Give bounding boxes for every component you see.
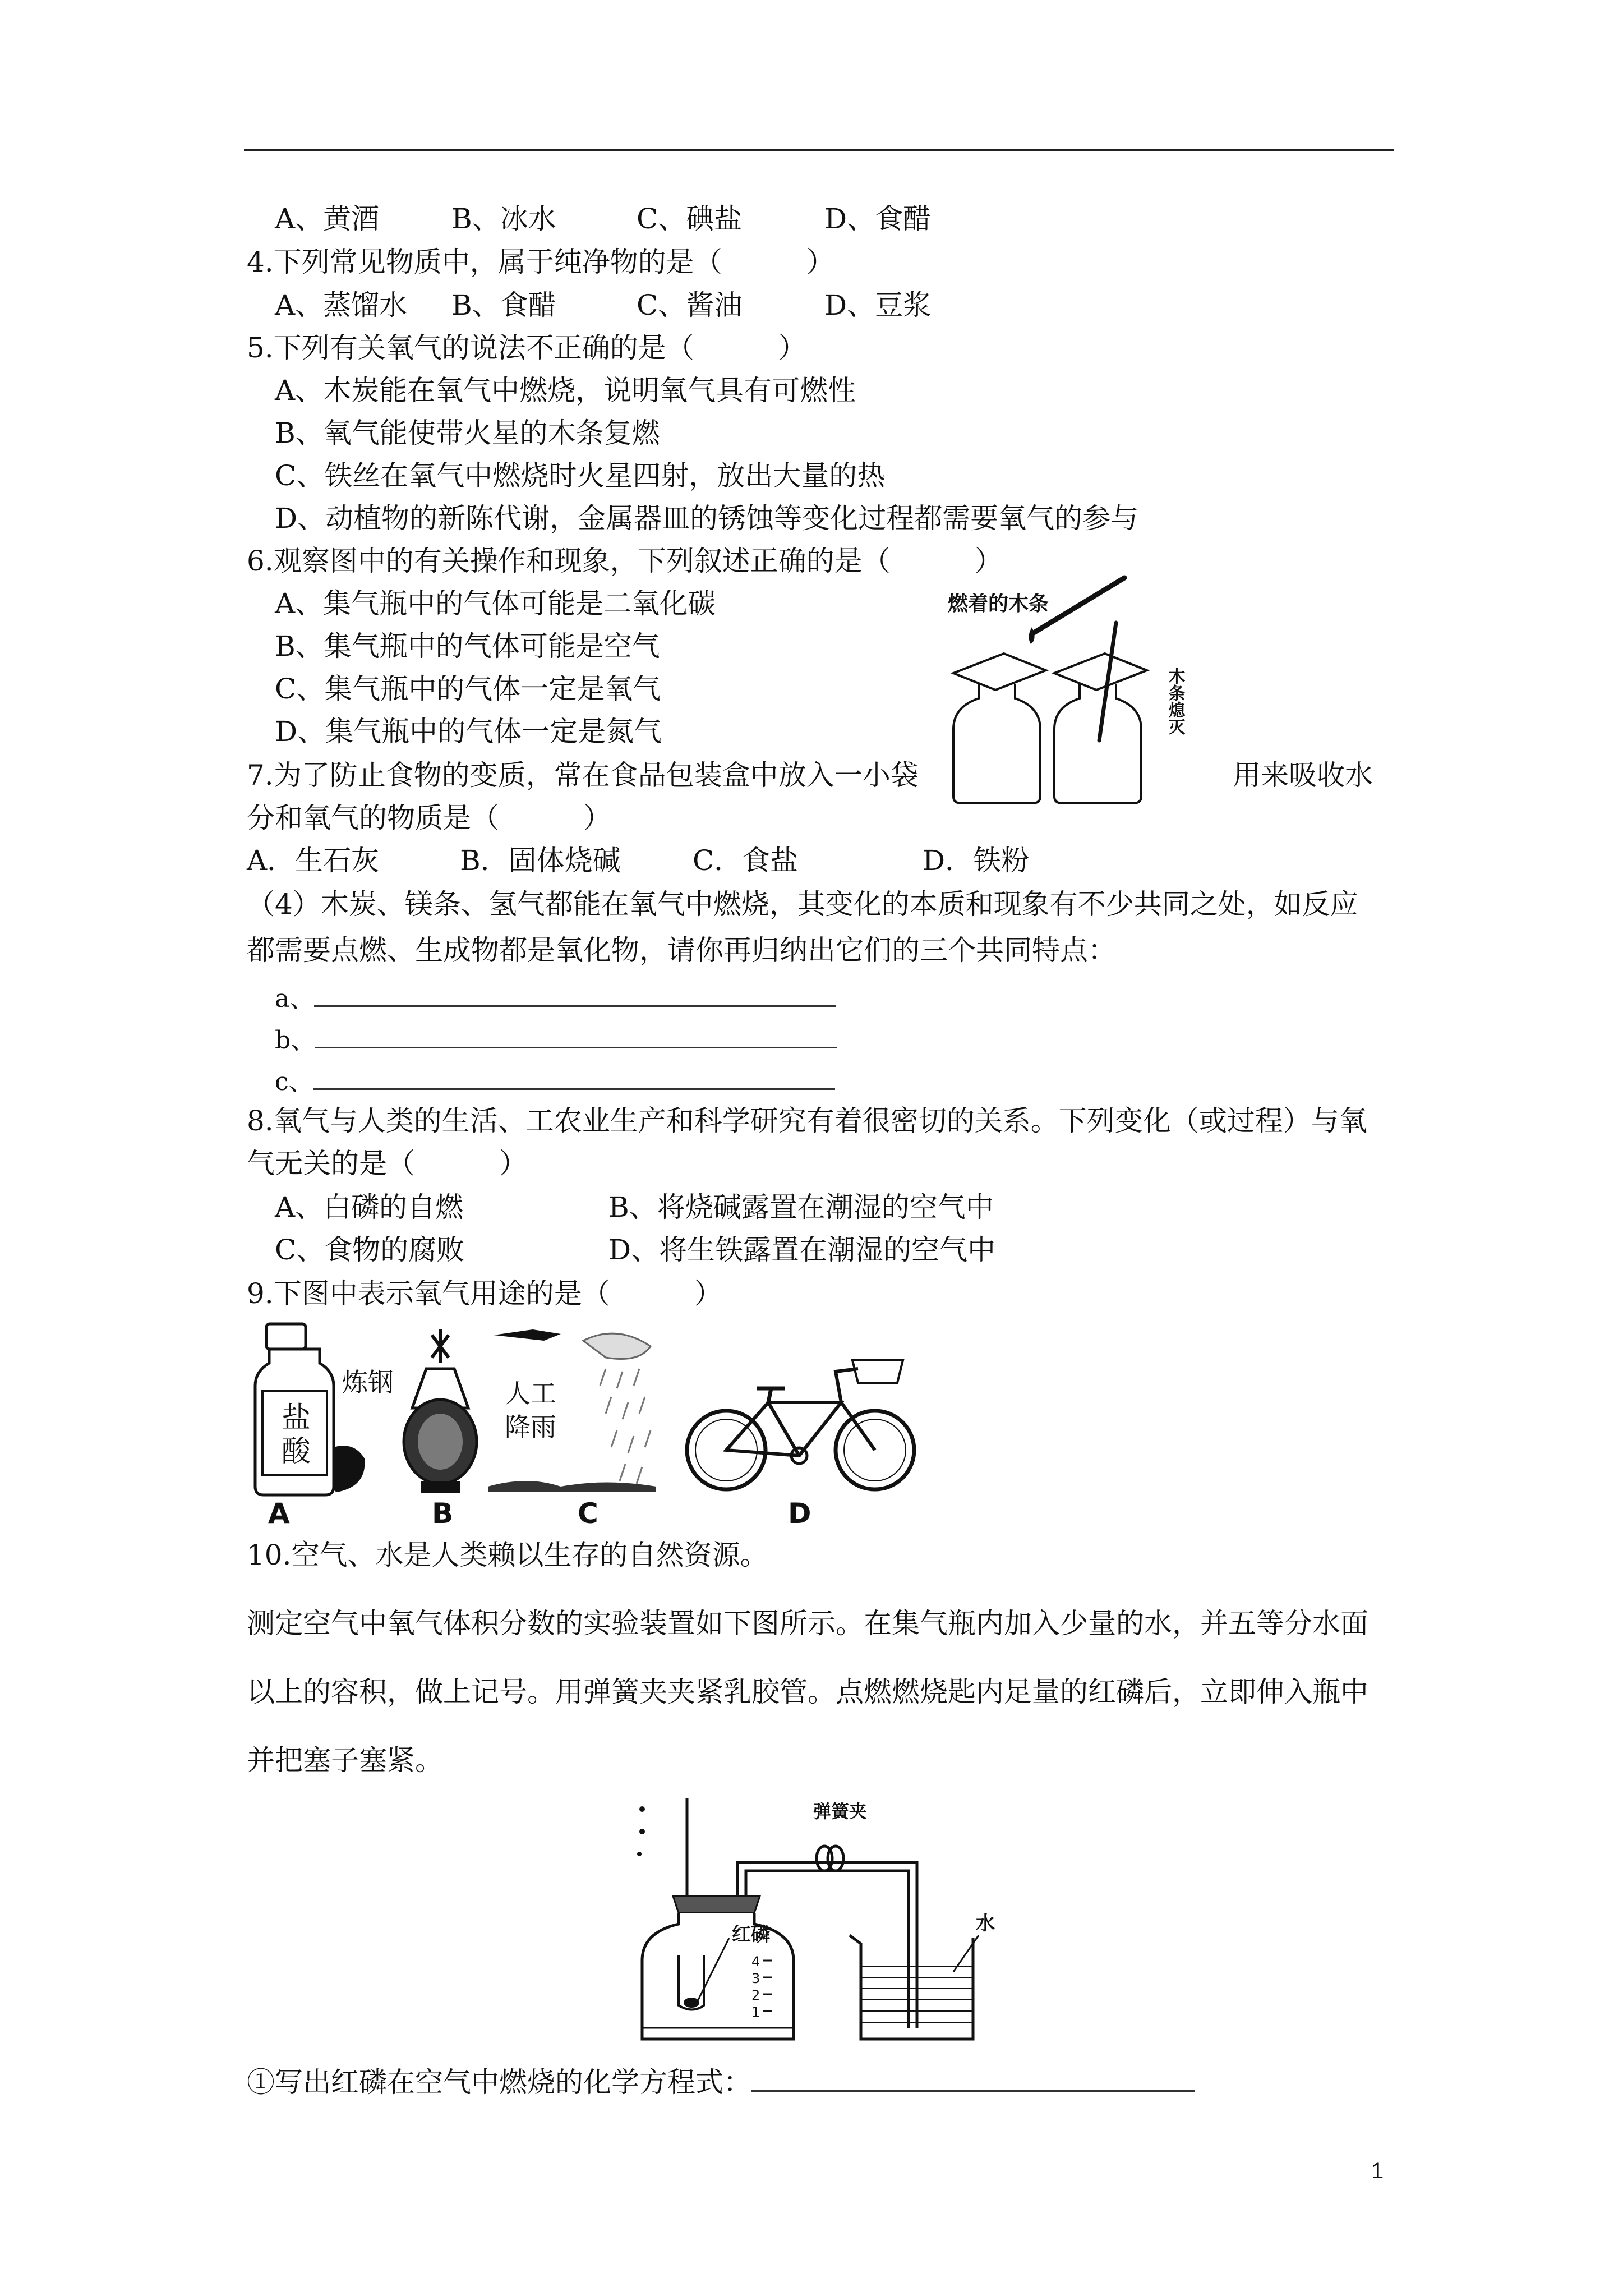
q10-para-line3: 并把塞子塞紧。 [247, 1744, 443, 1777]
q10-stem: 10.空气、水是人类赖以生存的自然资源。 [247, 1539, 768, 1571]
part4-line1: （4）木炭、镁条、氢气都能在氧气中燃烧，其变化的本质和现象有不少共同之处，如反应 [247, 888, 1358, 921]
option: B、食醋 [451, 289, 556, 321]
part4-blank-b: b、 [275, 1021, 837, 1057]
option: A、黄酒 [275, 203, 380, 235]
gas-jar-figure [948, 572, 1195, 808]
header-rule [244, 149, 1394, 151]
svg-text:2: 2 [751, 1987, 760, 2003]
svg-text:A: A [268, 1497, 290, 1526]
svg-text:3: 3 [751, 1971, 760, 1986]
svg-text:盐: 盐 [282, 1401, 311, 1435]
svg-text:4: 4 [751, 1954, 760, 1970]
equation-answer-blank[interactable] [751, 2064, 1195, 2092]
artificial-rain-scene [488, 1329, 656, 1526]
q5-option-c: C、铁丝在氧气中燃烧时火星四射，放出大量的热 [275, 459, 886, 492]
q7-stem-left: 7.为了防止食物的变质，常在食品包装盒中放入一小袋 [247, 759, 919, 792]
q8-stem-line2: 气无关的是（ ） [247, 1147, 527, 1180]
q10-para-line2: 以上的容积，做上记号。用弹簧夹夹紧乳胶管。点燃燃烧匙内足量的红磷后，立即伸入瓶中 [247, 1676, 1368, 1708]
answer-blank[interactable] [313, 1062, 835, 1090]
option: B、冰水 [451, 203, 556, 235]
q6-stem: 6.观察图中的有关操作和现象，下列叙述正确的是（ ） [247, 545, 1003, 577]
q6-option-a: A、集气瓶中的气体可能是二氧化碳 [275, 587, 716, 620]
svg-text:D: D [788, 1497, 811, 1526]
svg-text:降雨: 降雨 [505, 1412, 556, 1442]
svg-text:1: 1 [751, 2004, 760, 2020]
option: D、将生铁露置在潮湿的空气中 [608, 1234, 996, 1266]
option: C、食物的腐败 [275, 1234, 465, 1266]
q7-stem-right: 用来吸收水 [1233, 759, 1373, 792]
option: C、碘盐 [637, 203, 743, 235]
option: C．食盐 [693, 844, 799, 877]
option: D、食醋 [824, 203, 932, 235]
svg-text:C: C [578, 1497, 598, 1526]
part4-blank-a: a、 [275, 979, 836, 1016]
q4-stem: 4.下列常见物质中，属于纯净物的是（ ） [247, 246, 834, 278]
q6-option-d: D、集气瓶中的气体一定是氮气 [275, 715, 662, 748]
svg-text:炼钢: 炼钢 [342, 1367, 394, 1397]
label-splint-out: 木条熄灭 [1165, 668, 1185, 735]
option: B．固体烧碱 [460, 844, 621, 877]
svg-text:红磷: 红磷 [732, 1924, 770, 1946]
option: C、酱油 [637, 289, 743, 321]
q10-para-line1: 测定空气中氧气体积分数的实验装置如下图所示。在集气瓶内加入少量的水，并五等分水面 [247, 1607, 1368, 1640]
part4-line2: 都需要点燃、生成物都是氧化物，请你再归纳出它们的三个共同特点： [247, 934, 1116, 967]
q5-option-a: A、木炭能在氧气中燃烧，说明氧气具有可燃性 [275, 374, 856, 407]
steelmaking-converter [342, 1329, 477, 1526]
svg-text:水: 水 [976, 1912, 995, 1935]
answer-blank[interactable] [314, 979, 836, 1007]
part4-blank-c: c、 [275, 1062, 835, 1099]
q6-option-b: B、集气瓶中的气体可能是空气 [275, 630, 660, 662]
answer-blank[interactable] [315, 1021, 837, 1048]
option: A、白磷的自燃 [275, 1191, 464, 1223]
option: A、蒸馏水 [275, 289, 408, 321]
svg-text:酸: 酸 [282, 1435, 311, 1469]
q8-stem-line1: 8.氧气与人类的生活、工农业生产和科学研究有着很密切的关系。下列变化（或过程）与氧 [247, 1105, 1367, 1137]
q5-stem: 5.下列有关氧气的说法不正确的是（ ） [247, 332, 806, 364]
q9-stem: 9.下图中表示氧气用途的是（ ） [247, 1277, 722, 1310]
q6-option-c: C、集气瓶中的气体一定是氧气 [275, 673, 661, 705]
q7-stem-line2: 分和氧气的物质是（ ） [247, 802, 611, 834]
option: B、将烧碱露置在潮湿的空气中 [608, 1191, 994, 1223]
option: D．铁粉 [923, 844, 1030, 877]
q5-option-d: D、动植物的新陈代谢，金属器皿的锈蚀等变化过程都需要氧气的参与 [275, 502, 1139, 535]
q5-option-b: B、氧气能使带火星的木条复燃 [275, 417, 660, 449]
bicycle [687, 1360, 914, 1526]
q10-sub1: ①写出红磷在空气中燃烧的化学方程式： [247, 2064, 1195, 2099]
label-burning-splint: 燃着的木条 [948, 592, 1049, 615]
svg-text:弹簧夹: 弹簧夹 [813, 1801, 868, 1822]
option: A．生石灰 [247, 844, 380, 877]
option: D、豆浆 [824, 289, 932, 321]
oxygen-uses-figure [247, 1318, 942, 1526]
oxygen-volume-apparatus [625, 1792, 1018, 2050]
svg-text:B: B [432, 1497, 454, 1526]
page-number: 1 [1371, 2159, 1384, 2183]
svg-text:人工: 人工 [505, 1378, 556, 1409]
hydrochloric-acid-bottle [255, 1324, 365, 1526]
